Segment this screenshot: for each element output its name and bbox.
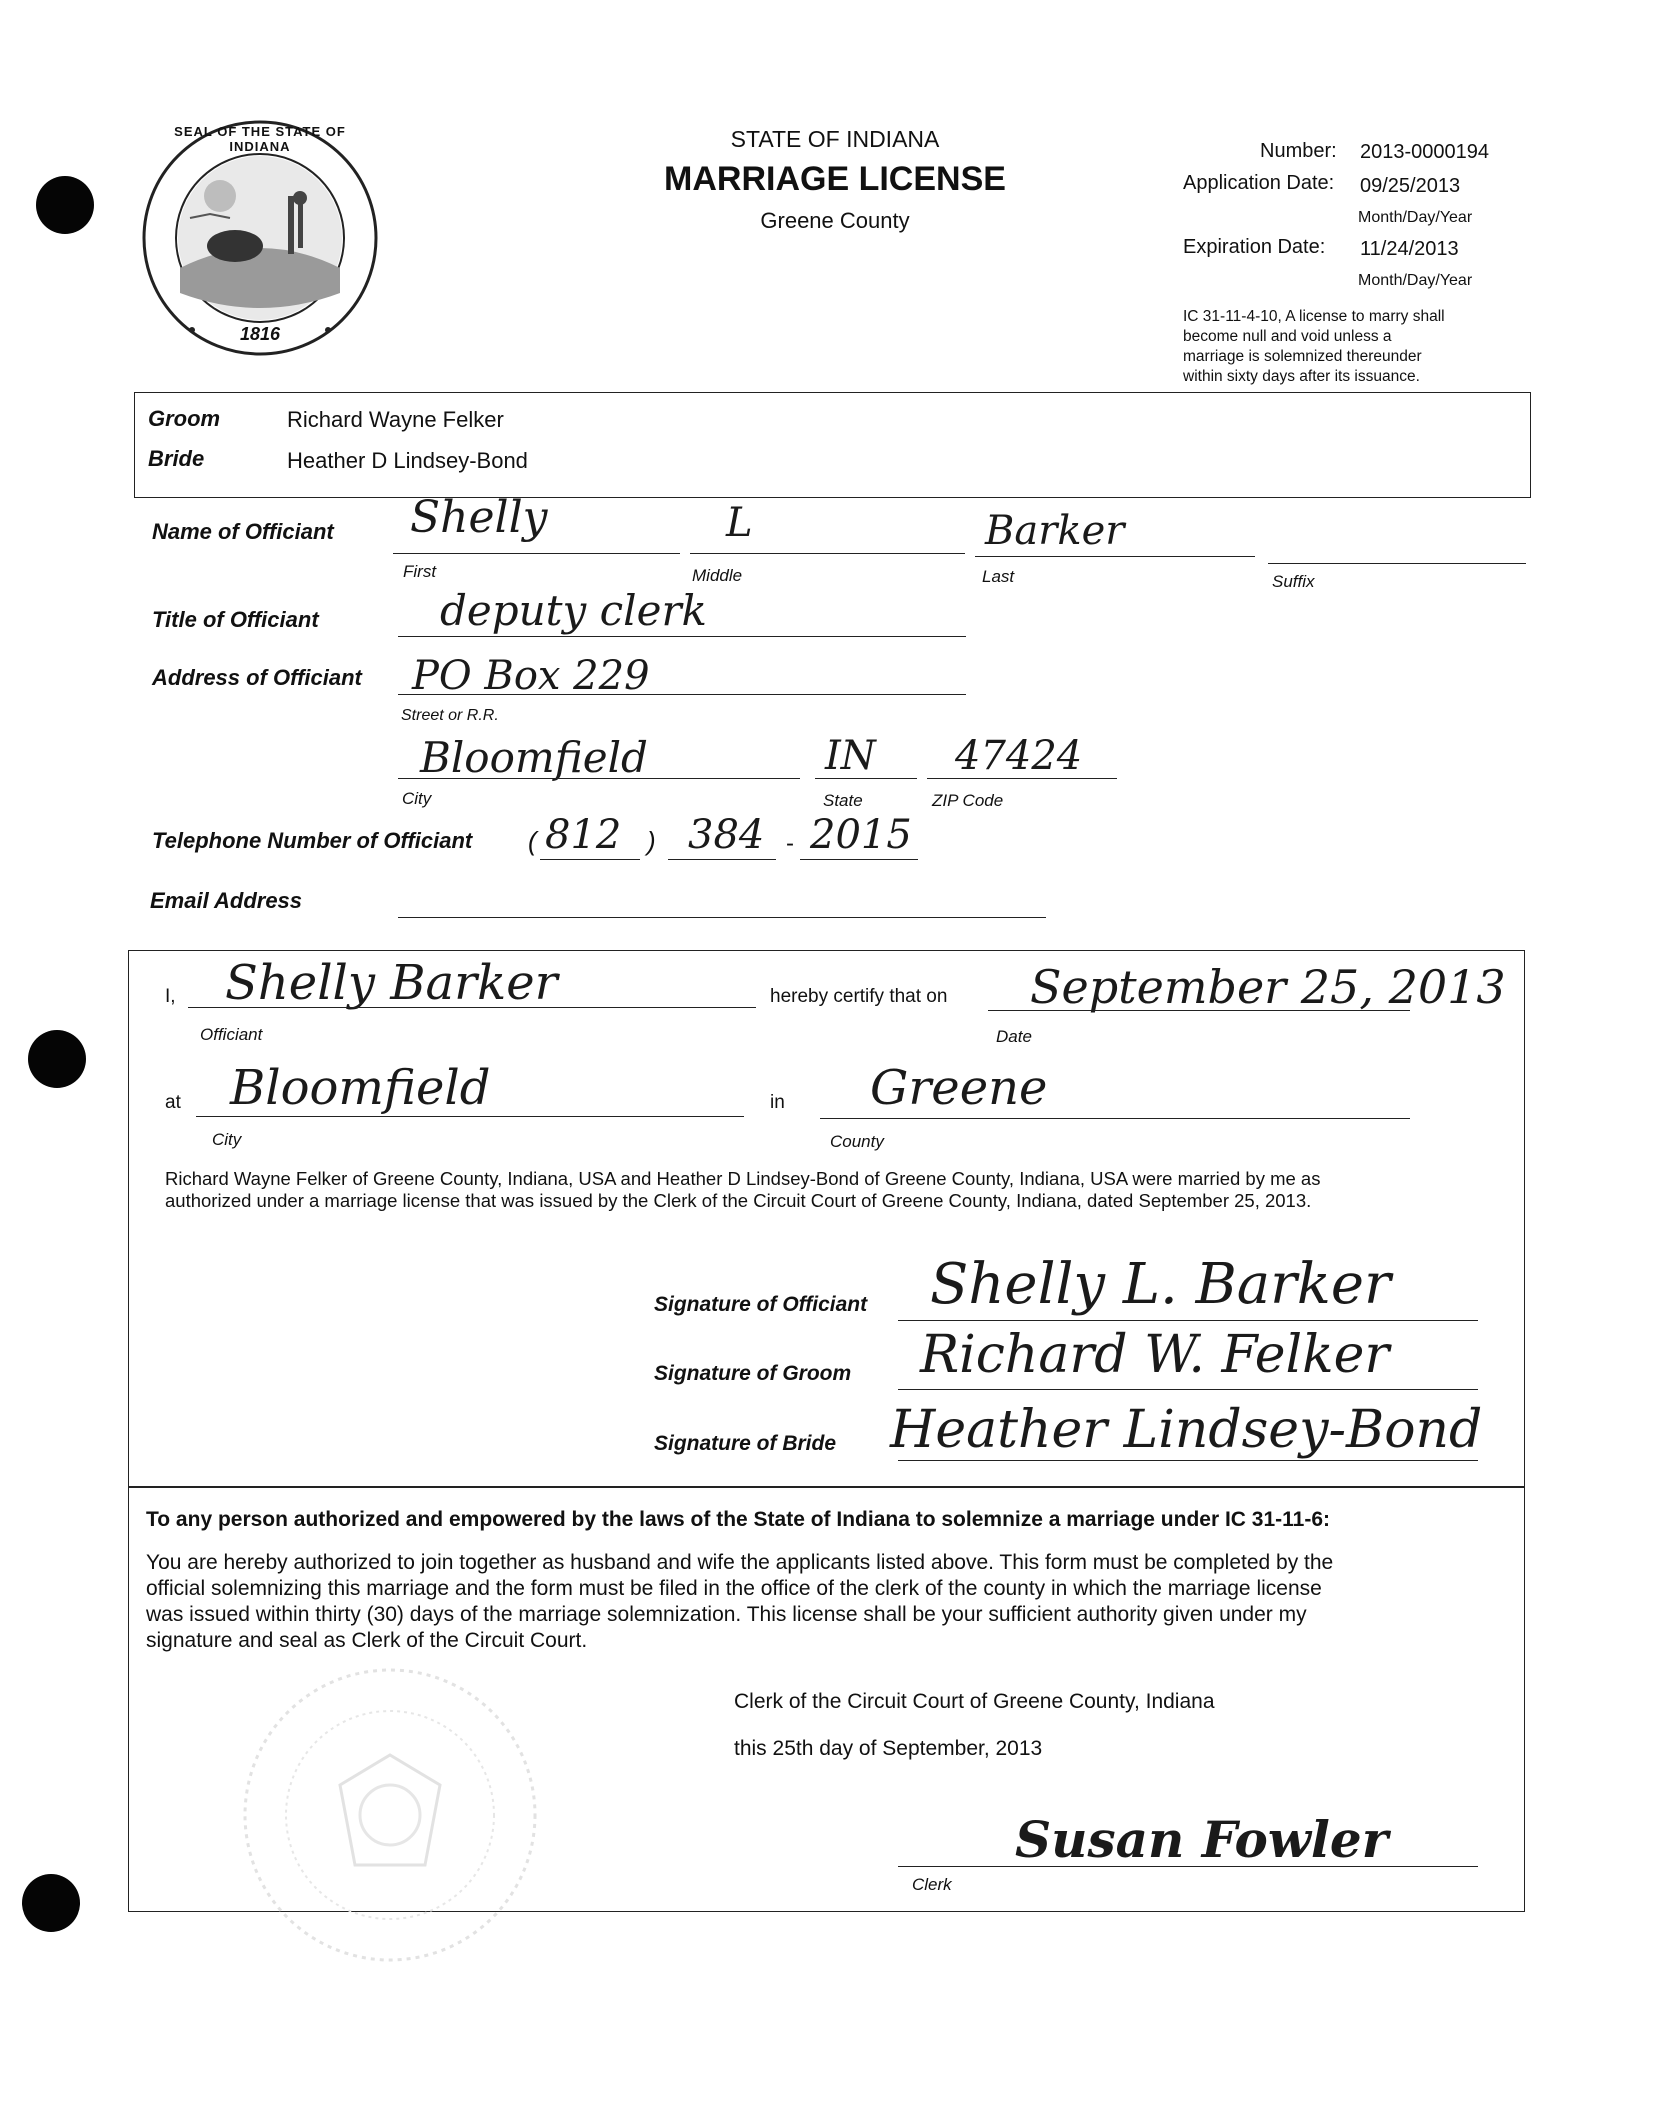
certifying-officiant: Shelly Barker	[225, 955, 558, 1011]
authorization-line: official solemnizing this marriage and the form must be filed in the office of the clerk of the county in which the marriage license	[146, 1577, 1322, 1600]
bride-signature: Heather Lindsey-Bond	[890, 1400, 1483, 1460]
i-label: I,	[165, 986, 176, 1007]
sig-officiant-line	[898, 1320, 1478, 1321]
city-caption: City	[402, 789, 432, 808]
phone-close-paren: )	[647, 826, 656, 856]
clerk-signature: Susan Fowler	[1015, 1810, 1389, 1869]
bride-name: Heather D Lindsey-Bond	[287, 448, 528, 473]
city-line	[398, 778, 800, 779]
clerk-caption: Clerk	[912, 1875, 952, 1894]
sig-bride-label: Signature of Bride	[654, 1432, 837, 1455]
officiant-zip: 47424	[955, 733, 1083, 779]
clerk-office: Clerk of the Circuit Court of Greene County, Indiana	[734, 1690, 1215, 1713]
phone-area-code: 812	[545, 812, 622, 858]
last-name-line	[975, 556, 1255, 557]
statute-note	[1183, 307, 1445, 387]
bride-label: Bride	[148, 446, 205, 471]
statute-line: marriage is solemnized thereunder	[1183, 348, 1422, 365]
statement-line: authorized under a marriage license that was issued by the Clerk of the Circuit Court of Greene County, Indiana, dated September 25, 2013.	[165, 1190, 1312, 1211]
middle-name-line	[690, 553, 965, 554]
circuit-court-seal	[240, 1665, 540, 1965]
officiant-caption: Officiant	[200, 1025, 263, 1044]
marriage-city: Bloomfield	[230, 1060, 491, 1116]
marriage-county-line	[820, 1118, 1410, 1119]
suffix-caption: Suffix	[1272, 572, 1315, 591]
date-format-caption: Month/Day/Year	[1358, 272, 1473, 289]
street-line	[398, 694, 966, 695]
suffix-line	[1268, 563, 1526, 564]
statute-line: within sixty days after its issuance.	[1183, 368, 1420, 385]
first-caption: First	[403, 562, 437, 581]
email-line	[398, 917, 1046, 918]
authorization-heading: To any person authorized and empowered by the laws of the State of Indiana to solemnize a marriage under IC 31-11-6:	[146, 1508, 1331, 1531]
officiant-city: Bloomfield	[420, 733, 648, 782]
expiration-date-value: 11/24/2013	[1360, 238, 1459, 260]
officiant-phone-label: Telephone Number of Officiant	[152, 828, 473, 853]
groom-name: Richard Wayne Felker	[287, 407, 504, 432]
phone-line-line	[800, 859, 918, 860]
groom-signature: Richard W. Felker	[920, 1325, 1390, 1385]
marriage-county-caption: County	[830, 1132, 884, 1151]
officiant-title: deputy clerk	[440, 586, 707, 635]
marriage-date: September 25, 2013	[1030, 960, 1506, 1014]
expiration-date-label: Expiration Date:	[1183, 236, 1326, 258]
phone-prefix: 384	[688, 812, 765, 858]
title-line	[398, 636, 966, 637]
statute-line: become null and void unless a	[1183, 328, 1392, 345]
statement-line: Richard Wayne Felker of Greene County, Indiana, USA and Heather D Lindsey-Bond of Greene County, Indiana, USA were married by me as	[165, 1168, 1321, 1189]
phone-open-paren: (	[528, 826, 537, 856]
officiant-last-name: Barker	[985, 508, 1125, 554]
date-caption: Date	[996, 1027, 1032, 1046]
punch-hole-top	[36, 176, 94, 234]
statute-line: IC 31-11-4-10, A license to marry shall	[1183, 308, 1445, 325]
indiana-state-seal	[140, 118, 380, 358]
zip-caption: ZIP Code	[932, 791, 1004, 810]
marriage-county: Greene	[870, 1060, 1048, 1116]
sig-bride-line	[898, 1460, 1478, 1461]
sig-groom-label: Signature of Groom	[654, 1362, 852, 1385]
certify-officiant-line	[188, 1007, 756, 1008]
county-name: Greene County	[760, 208, 910, 233]
sig-officiant-label: Signature of Officiant	[654, 1293, 868, 1316]
marriage-city-caption: City	[212, 1130, 242, 1149]
authorization-line: signature and seal as Clerk of the Circuit Court.	[146, 1629, 588, 1652]
punch-hole-middle	[28, 1030, 86, 1088]
seal-year: 1816	[239, 324, 281, 344]
first-name-line	[393, 553, 680, 554]
officiant-title-label: Title of Officiant	[152, 607, 319, 632]
marriage-statement	[165, 1168, 1320, 1212]
officiant-name-label: Name of Officiant	[152, 519, 334, 544]
number-value: 2013-0000194	[1360, 141, 1490, 163]
officiant-state: IN	[825, 733, 876, 779]
zip-line	[927, 778, 1117, 779]
issued-date: this 25th day of September, 2013	[734, 1737, 1043, 1760]
officiant-middle-name: L	[726, 500, 753, 546]
phone-dash: -	[786, 830, 794, 857]
officiant-street: PO Box 229	[412, 653, 650, 699]
authorization-body	[146, 1550, 1333, 1654]
authorization-line: was issued within thirty (30) days of the marriage solemnization. This license shall be your sufficient authority given under my	[146, 1603, 1307, 1626]
state-line	[815, 778, 917, 779]
middle-caption: Middle	[692, 566, 743, 585]
state-name: STATE OF INDIANA	[730, 126, 940, 152]
state-caption: State	[823, 791, 863, 810]
certify-text: hereby certify that on	[770, 986, 948, 1007]
in-label: in	[770, 1092, 785, 1113]
sig-groom-line	[898, 1389, 1478, 1390]
phone-prefix-line	[668, 859, 776, 860]
date-format-caption: Month/Day/Year	[1358, 209, 1473, 226]
officiant-address-label: Address of Officiant	[152, 665, 362, 690]
groom-label: Groom	[148, 406, 221, 431]
date-line	[988, 1010, 1410, 1011]
officiant-signature: Shelly L. Barker	[930, 1252, 1391, 1317]
authorization-line: You are hereby authorized to join together as husband and wife the applicants listed above. This form must be completed by the	[146, 1551, 1334, 1574]
clerk-signature-line	[898, 1866, 1478, 1867]
punch-hole-bottom	[22, 1874, 80, 1932]
phone-line-number: 2015	[810, 812, 912, 858]
officiant-email-label: Email Address	[150, 888, 303, 913]
document-title: MARRIAGE LICENSE	[664, 160, 1006, 198]
application-date-label: Application Date:	[1183, 172, 1335, 194]
seal-text: SEAL OF THE STATE OF INDIANA	[174, 124, 346, 154]
at-label: at	[165, 1092, 181, 1113]
number-label: Number:	[1260, 140, 1337, 162]
last-caption: Last	[982, 567, 1015, 586]
street-caption: Street or R.R.	[401, 707, 499, 724]
application-date-value: 09/25/2013	[1360, 175, 1461, 197]
officiant-first-name: Shelly	[410, 492, 548, 543]
marriage-city-line	[196, 1116, 744, 1117]
phone-area-line	[540, 859, 640, 860]
